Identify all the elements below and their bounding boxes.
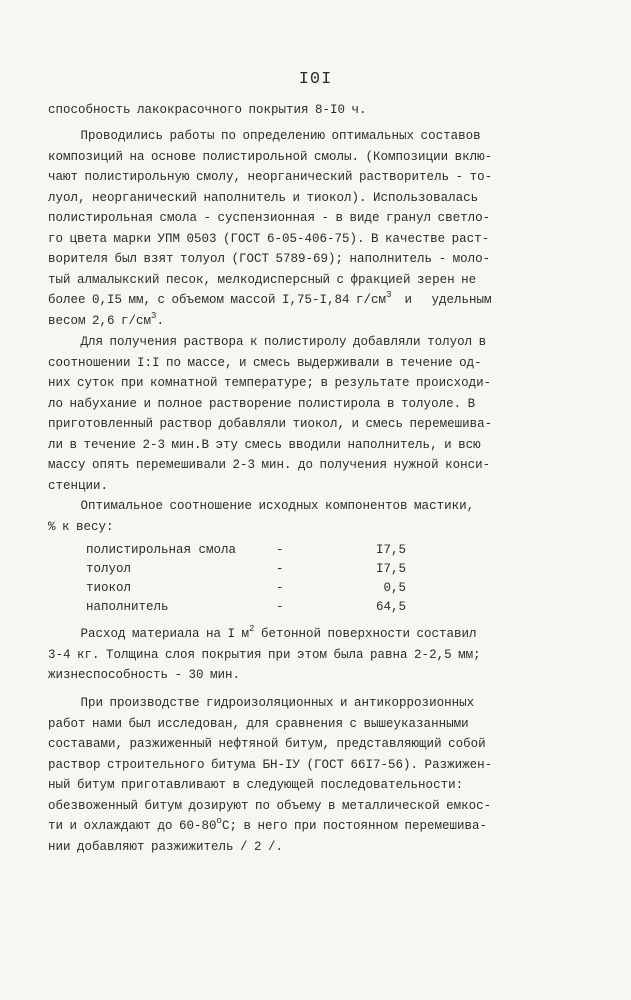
text-fragment: весом 2,6 г/см [48, 313, 152, 328]
text-line: композиций на основе полистирольной смолы. (Композиции вклю- [48, 149, 493, 164]
text-line: Оптимальное соотношение исходных компонентов мастики, [48, 499, 475, 513]
text-line [48, 624, 593, 645]
component-dash: - [276, 543, 284, 557]
table-row [86, 579, 406, 598]
text-line: соотношении I:I по массе, и смесь выдерживали в течение од- [48, 355, 482, 370]
text-line: чают полистирольную смолу, неорганический растворитель - то- [48, 170, 493, 184]
superscript: 3 [386, 290, 392, 300]
paragraph-bitumen [48, 693, 593, 857]
text-line: стенции. [48, 478, 109, 493]
text-line: Для получения раствора к полистиролу добавляли толуол в [48, 335, 487, 349]
text-line: обезвоженный битум дозируют по объему в металлической емкос- [48, 798, 492, 813]
text-line: го цвета марки УПМ 0503 (ГОСТ 6-05-406-75). В качестве раст- [48, 231, 490, 246]
page-number: I0I [298, 70, 333, 89]
text-line [48, 290, 593, 311]
component-name: наполнитель [86, 600, 169, 614]
text-line: способность лакокрасочного покрытия 8-I0 ч. [48, 103, 367, 117]
component-dash: - [276, 562, 284, 576]
table-row [86, 541, 406, 560]
text-line: 3-4 кг. Толщина слоя покрытия при этом была равна 2-2,5 мм; [48, 647, 481, 662]
text-line: массу опять перемешивали 2-3 мин. до получения нужной конси- [48, 458, 491, 472]
composition-table [86, 541, 406, 617]
text-line: приготовленный раствор добавляли тиокол, и смесь перемешива- [48, 417, 493, 431]
component-value: 64,5 [375, 600, 406, 614]
text-line: % к весу: [48, 519, 114, 534]
paragraph-ratio-intro [48, 496, 593, 537]
text-line: работ нами был исследован, для сравнения с вышеуказанными [48, 716, 469, 731]
text-fragment: бетонной поверхности составил [254, 627, 477, 641]
text-line: составами, разжиженный нефтяной битум, представляющий собой [48, 737, 486, 751]
component-value: I7,5 [375, 562, 406, 576]
text-fragment: Расход материала на I м [48, 627, 250, 641]
paragraph-continuation [48, 100, 593, 121]
text-line: полистирольная смола - суспензионная - в виде гранул светло- [48, 211, 491, 225]
component-dash: - [276, 581, 284, 595]
text-fragment: более 0,I5 мм, с объемом массой I,75-I,84 г/см [48, 293, 387, 307]
component-value: I7,5 [375, 543, 406, 557]
superscript: 3 [151, 310, 157, 321]
text-line: ворителя был взят толуол (ГОСТ 5789-69); наполнитель - моло- [48, 252, 491, 266]
paragraph-composition-study [48, 126, 593, 331]
text-fragment: ти и охлаждают до 60-80 [48, 819, 217, 833]
text-line [48, 311, 593, 332]
text-fragment: . [156, 313, 164, 328]
component-name: полистирольная смола [86, 543, 237, 557]
component-value: 0,5 [383, 581, 406, 595]
text-line: них суток при комнатной температуре; в результате происходи- [48, 376, 492, 390]
component-dash: - [276, 600, 284, 614]
text-line: нии добавляют разжижитель / 2 /. [48, 839, 284, 854]
superscript: о [216, 816, 222, 826]
text-line: При производстве гидроизоляционных и антикоррозионных [48, 696, 475, 710]
text-line: тый алмалыкский песок, мелкодисперсный с фракцией зерен не [48, 272, 477, 287]
component-name: толуол [86, 562, 132, 576]
superscript: 2 [249, 624, 255, 634]
table-row [86, 560, 406, 579]
text-line: луол, неорганический наполнитель и тиокол). Использовалась [48, 190, 479, 205]
text-line: Проводились работы по определению оптимальных составов [48, 129, 481, 143]
text-line: ло набухание и полное растворение полистирола в толуоле. В [48, 396, 476, 411]
text-fragment: С; в него при постоянном перемешива- [221, 819, 487, 833]
table-row [86, 598, 406, 617]
text-line: ли в течение 2-3 мин.В эту смесь вводили наполнитель, и всю [48, 437, 481, 452]
text-fragment: и удельным [391, 293, 492, 307]
paragraph-consumption [48, 624, 593, 686]
text-line: ный битум приготавливают в следующей последовательности: [48, 778, 464, 792]
text-line: жизнеспособность - 30 мин. [48, 668, 241, 682]
text-line [48, 816, 593, 837]
text-line: раствор строительного битума БН-IУ (ГОСТ 66I7-56). Разжижен- [48, 757, 493, 772]
paragraph-preparation [48, 332, 593, 496]
component-name: тиокол [86, 581, 132, 595]
